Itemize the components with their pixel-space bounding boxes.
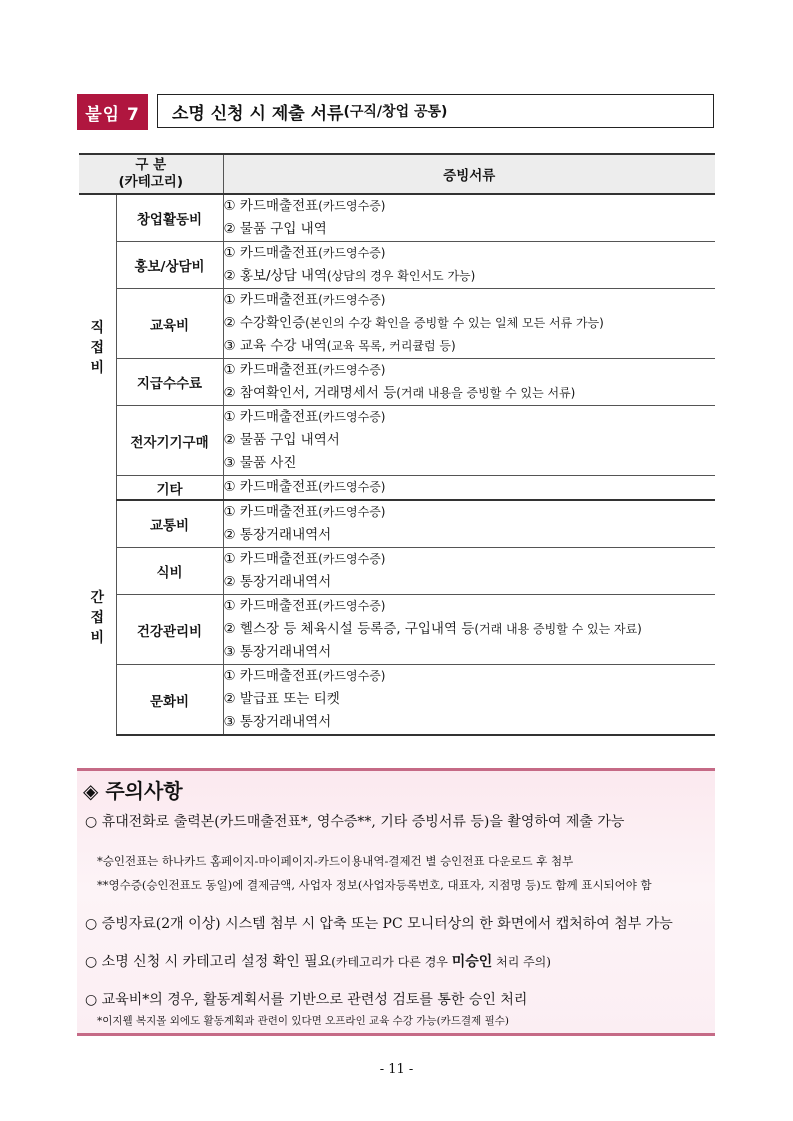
evidence-item: ① 카드매출전표(카드영수증) xyxy=(223,504,386,520)
evidence-cell xyxy=(223,665,715,736)
direct-cost-label: 직 접 비 xyxy=(79,194,116,500)
table-row xyxy=(79,500,715,548)
evidence-item: ① 카드매출전표(카드영수증) xyxy=(223,409,386,425)
notice-item-3: ○ 소명 신청 시 카테고리 설정 확인 필요(카테고리가 다른 경우 미승인 처리 주의) xyxy=(85,954,551,970)
notice-note-2: **영수증(승인전표도 동일)에 결제금액, 사업자 정보(사업자등록번호, 대표자, 지점명 등)도 함께 표시되어야 함 xyxy=(97,878,652,892)
category-cell: 건강관리비 xyxy=(116,595,223,665)
evidence-item: ② 수강확인증(본인의 수강 확인을 증빙할 수 있는 일체 모든 서류 가능) xyxy=(223,315,604,331)
table-row xyxy=(79,242,715,289)
evidence-item: ② 통장거래내역서 xyxy=(223,527,332,543)
evidence-cell xyxy=(223,359,715,406)
category-cell: 창업활동비 xyxy=(116,194,223,242)
evidence-item: ① 카드매출전표(카드영수증) xyxy=(223,479,386,495)
category-cell: 문화비 xyxy=(116,665,223,736)
indirect-cost-label: 간 접 비 xyxy=(79,500,116,735)
evidence-item: ③ 물품 사진 xyxy=(223,455,297,471)
evidence-cell xyxy=(223,476,715,501)
table-row xyxy=(79,194,715,242)
table-row xyxy=(79,359,715,406)
evidence-item: ① 카드매출전표(카드영수증) xyxy=(223,362,386,378)
title-sub: (구직/창업 공통) xyxy=(343,104,448,120)
category-cell: 기타 xyxy=(116,476,223,501)
category-cell: 홍보/상담비 xyxy=(116,242,223,289)
evidence-item: ② 헬스장 등 체육시설 등록증, 구입내역 등(거래 내용 증빙할 수 있는 자료) xyxy=(223,621,642,637)
category-cell: 교통비 xyxy=(116,500,223,548)
evidence-item: ② 발급표 또는 티켓 xyxy=(223,691,340,707)
evidence-item: ② 물품 구입 내역 xyxy=(223,221,327,237)
notice-note-4: *이지웰 복지몰 외에도 활동계획과 관련이 있다면 오프라인 교육 수강 가능(카드결제 필수) xyxy=(97,1015,509,1027)
table-row xyxy=(79,406,715,476)
evidence-table xyxy=(79,153,715,736)
notice-box xyxy=(77,768,715,1036)
table-row xyxy=(79,476,715,501)
evidence-item: ① 카드매출전표(카드영수증) xyxy=(223,245,386,261)
evidence-item: ① 카드매출전표(카드영수증) xyxy=(223,198,386,214)
category-cell: 식비 xyxy=(116,548,223,595)
table-row xyxy=(79,595,715,665)
evidence-item: ② 물품 구입 내역서 xyxy=(223,432,340,448)
evidence-item: ③ 교육 수강 내역(교육 목록, 커리큘럼 등) xyxy=(223,338,456,354)
evidence-item: ① 카드매출전표(카드영수증) xyxy=(223,598,386,614)
notice-item-4: ○ 교육비*의 경우, 활동계획서를 기반으로 관련성 검토를 통한 승인 처리 xyxy=(85,992,528,1008)
category-header: 구 분 (카테고리) xyxy=(79,154,223,194)
evidence-item: ② 통장거래내역서 xyxy=(223,574,332,590)
table-row xyxy=(79,548,715,595)
document-title xyxy=(157,94,714,128)
notice-item-2: ○ 증빙자료(2개 이상) 시스템 첨부 시 압축 또는 PC 모니터상의 한 화면에서 캡처하여 첨부 가능 xyxy=(85,916,673,932)
evidence-cell xyxy=(223,289,715,359)
evidence-cell xyxy=(223,406,715,476)
evidence-item: ① 카드매출전표(카드영수증) xyxy=(223,292,386,308)
evidence-item: ② 홍보/상담 내역(상담의 경우 확인서도 가능) xyxy=(223,268,476,284)
category-cell: 전자기기구매 xyxy=(116,406,223,476)
evidence-cell xyxy=(223,194,715,242)
title-main: 소명 신청 시 제출 서류 xyxy=(172,103,344,124)
evidence-item: ③ 통장거래내역서 xyxy=(223,644,332,660)
category-cell: 교육비 xyxy=(116,289,223,359)
evidence-item: ③ 통장거래내역서 xyxy=(223,714,332,730)
evidence-cell xyxy=(223,595,715,665)
evidence-cell xyxy=(223,548,715,595)
evidence-item: ① 카드매출전표(카드영수증) xyxy=(223,668,386,684)
page-number: - 11 - xyxy=(379,1062,414,1077)
table-row xyxy=(79,665,715,736)
notice-item-1: ○ 휴대전화로 출력본(카드매출전표*, 영수증**, 기타 증빙서류 등)을 촬영하여 제출 가능 xyxy=(85,814,625,830)
attachment-badge: 붙임 7 xyxy=(77,94,148,130)
evidence-cell xyxy=(223,500,715,548)
table-row xyxy=(79,289,715,359)
notice-title: ◈ 주의사항 xyxy=(83,779,183,803)
evidence-header: 증빙서류 xyxy=(223,154,715,194)
category-cell: 지급수수료 xyxy=(116,359,223,406)
notice-note-1: *승인전표는 하나카드 홈페이지-마이페이지-카드이용내역-결제건 별 승인전표 다운로드 후 첨부 xyxy=(97,854,574,868)
evidence-item: ① 카드매출전표(카드영수증) xyxy=(223,551,386,567)
unapproved-emphasis: 미승인 xyxy=(451,954,493,970)
evidence-cell xyxy=(223,242,715,289)
evidence-item: ② 참여확인서, 거래명세서 등(거래 내용을 증빙할 수 있는 서류) xyxy=(223,385,576,401)
